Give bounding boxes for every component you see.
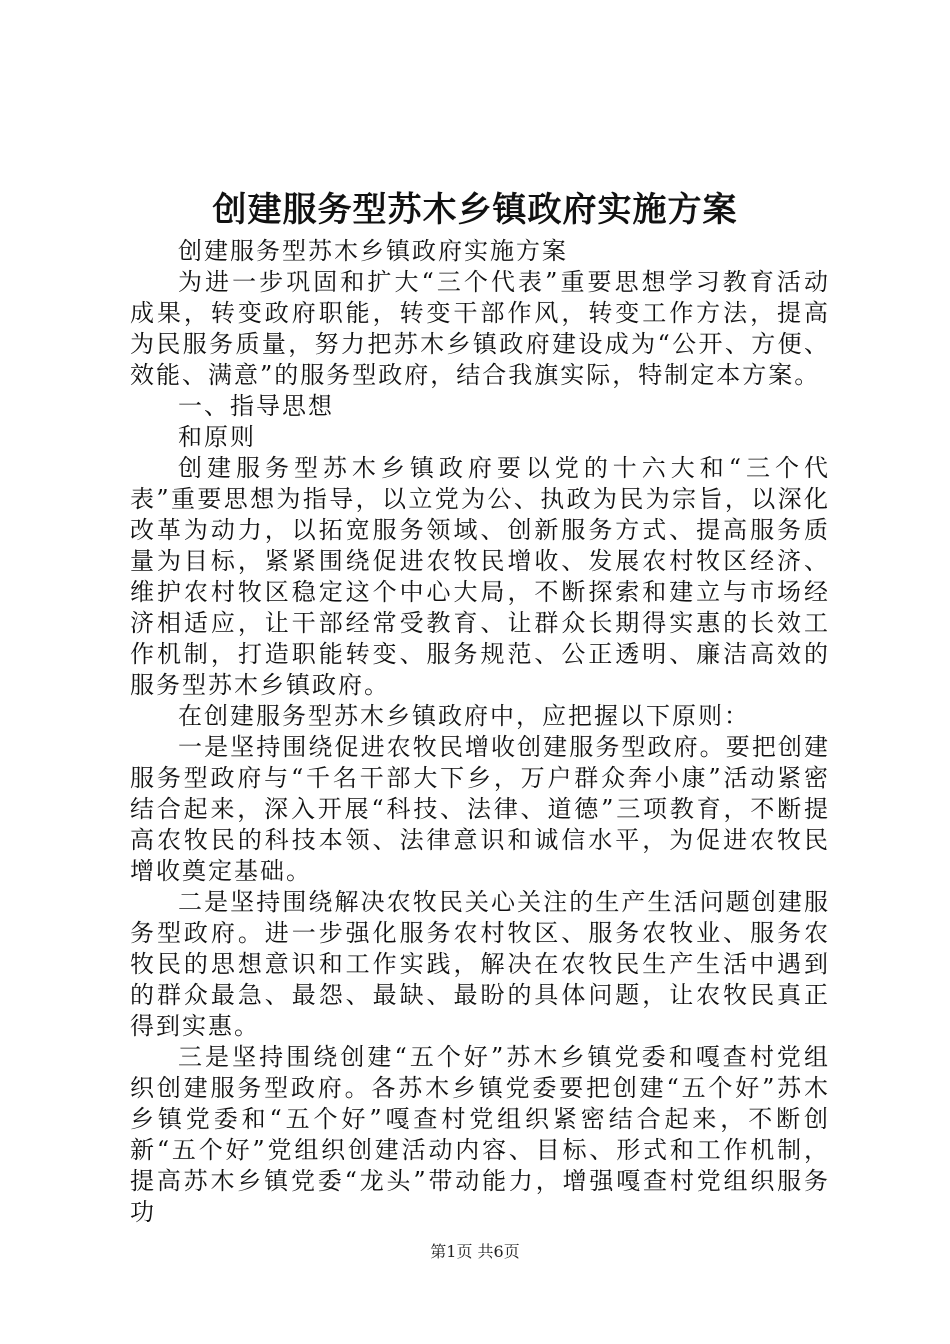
paragraph-intro: 为进一步巩固和扩大“三个代表”重要思想学习教育活动成果，转变政府职能，转变干部作风，转变工作方法，提高为民服务质量，努力把苏木乡镇政府建设成为“公开、方便、效能、满意”的服务型政府，结合我旗实际，特制定本方案。	[130, 268, 830, 389]
paragraph-principle-two: 二是坚持围绕解决农牧民关心关注的生产生活问题创建服务型政府。进一步强化服务农村牧区、服务农牧业、服务农牧民的思想意识和工作实践，解决在农牧民生产生活中遇到的群众最急、最怨、最缺、最盼的具体问题，让农牧民真正得到实惠。	[130, 888, 830, 1040]
paragraph-subtitle: 创建服务型苏木乡镇政府实施方案	[178, 237, 568, 265]
document-title: 创建服务型苏木乡镇政府实施方案	[212, 190, 738, 230]
section-heading: 一、指导思想	[178, 392, 334, 420]
page-number-footer: 第1页 共6页	[430, 1242, 520, 1261]
paragraph-principle-three: 三是坚持围绕创建“五个好”苏木乡镇党委和嘎查村党组织创建服务型政府。各苏木乡镇党委要把创建“五个好”苏木乡镇党委和“五个好”嘎查村党组织紧密结合起来，不断创新“五个好”党组织创建活动内容、目标、形式和工作机制，提高苏木乡镇党委“龙头”带动能力，增强嘎查村党组织服务功	[130, 1043, 830, 1226]
section-heading-continued: 和原则	[178, 423, 256, 451]
paragraph-guiding-thought: 创建服务型苏木乡镇政府要以党的十六大和“三个代表”重要思想为指导，以立党为公、执政为民为宗旨，以深化改革为动力，以拓宽服务领域、创新服务方式、提高服务质量为目标，紧紧围绕促进农牧民增收、发展农村牧区经济、维护农村牧区稳定这个中心大局，不断探索和建立与市场经济相适应，让干部经常受教育、让群众长期得实惠的长效工作机制，打造职能转变、服务规范、公正透明、廉洁高效的服务型苏木乡镇政府。	[130, 454, 830, 699]
paragraph-principles-intro: 在创建服务型苏木乡镇政府中，应把握以下原则：	[178, 702, 750, 730]
document-body	[130, 236, 830, 1228]
paragraph-principle-one: 一是坚持围绕促进农牧民增收创建服务型政府。要把创建服务型政府与“千名干部大下乡，万户群众奔小康”活动紧密结合起来，深入开展“科技、法律、道德”三项教育，不断提高农牧民的科技本领、法律意识和诚信水平，为促进农牧民增收奠定基础。	[130, 733, 830, 885]
